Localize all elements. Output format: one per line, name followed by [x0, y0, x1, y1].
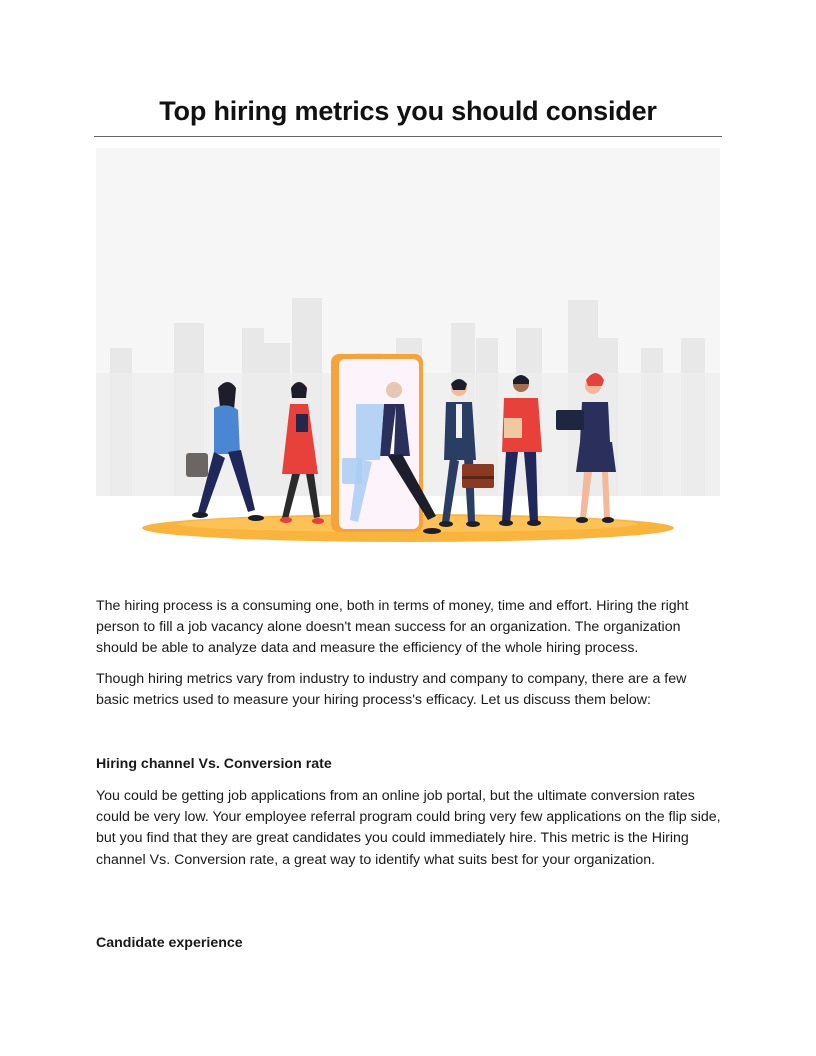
intro-paragraph-1: The hiring process is a consuming one, both in terms of money, time and effort. Hiring the right person to fill a job vacancy alone doesn't mean success for an organization. The organization should be able to analyze data and measure the efficiency of the whole hiring process. — [96, 598, 689, 657]
section-heading-candidate-experience: Candidate experience — [96, 935, 243, 951]
section-body-hiring-channel: You could be getting job applications from an online job portal, but the ultimate conversion rates could be very low. Your employee referral program could bring very few applications on the flip side, but you find that they are great candidates you could immediately hire. This metric is the Hiring channel Vs. Conversion rate, a great way to identify what suits best for your organization. — [96, 788, 721, 868]
page-title: Top hiring metrics you should consider — [159, 96, 657, 126]
section-heading-hiring-channel: Hiring channel Vs. Conversion rate — [96, 756, 332, 772]
intro-paragraph-2: Though hiring metrics vary from industry to industry and company to company, there are a few basic metrics used to measure your hiring process's efficacy. Let us discuss them below: — [96, 671, 687, 709]
hiring-illustration — [96, 148, 720, 548]
title-divider — [94, 136, 722, 137]
